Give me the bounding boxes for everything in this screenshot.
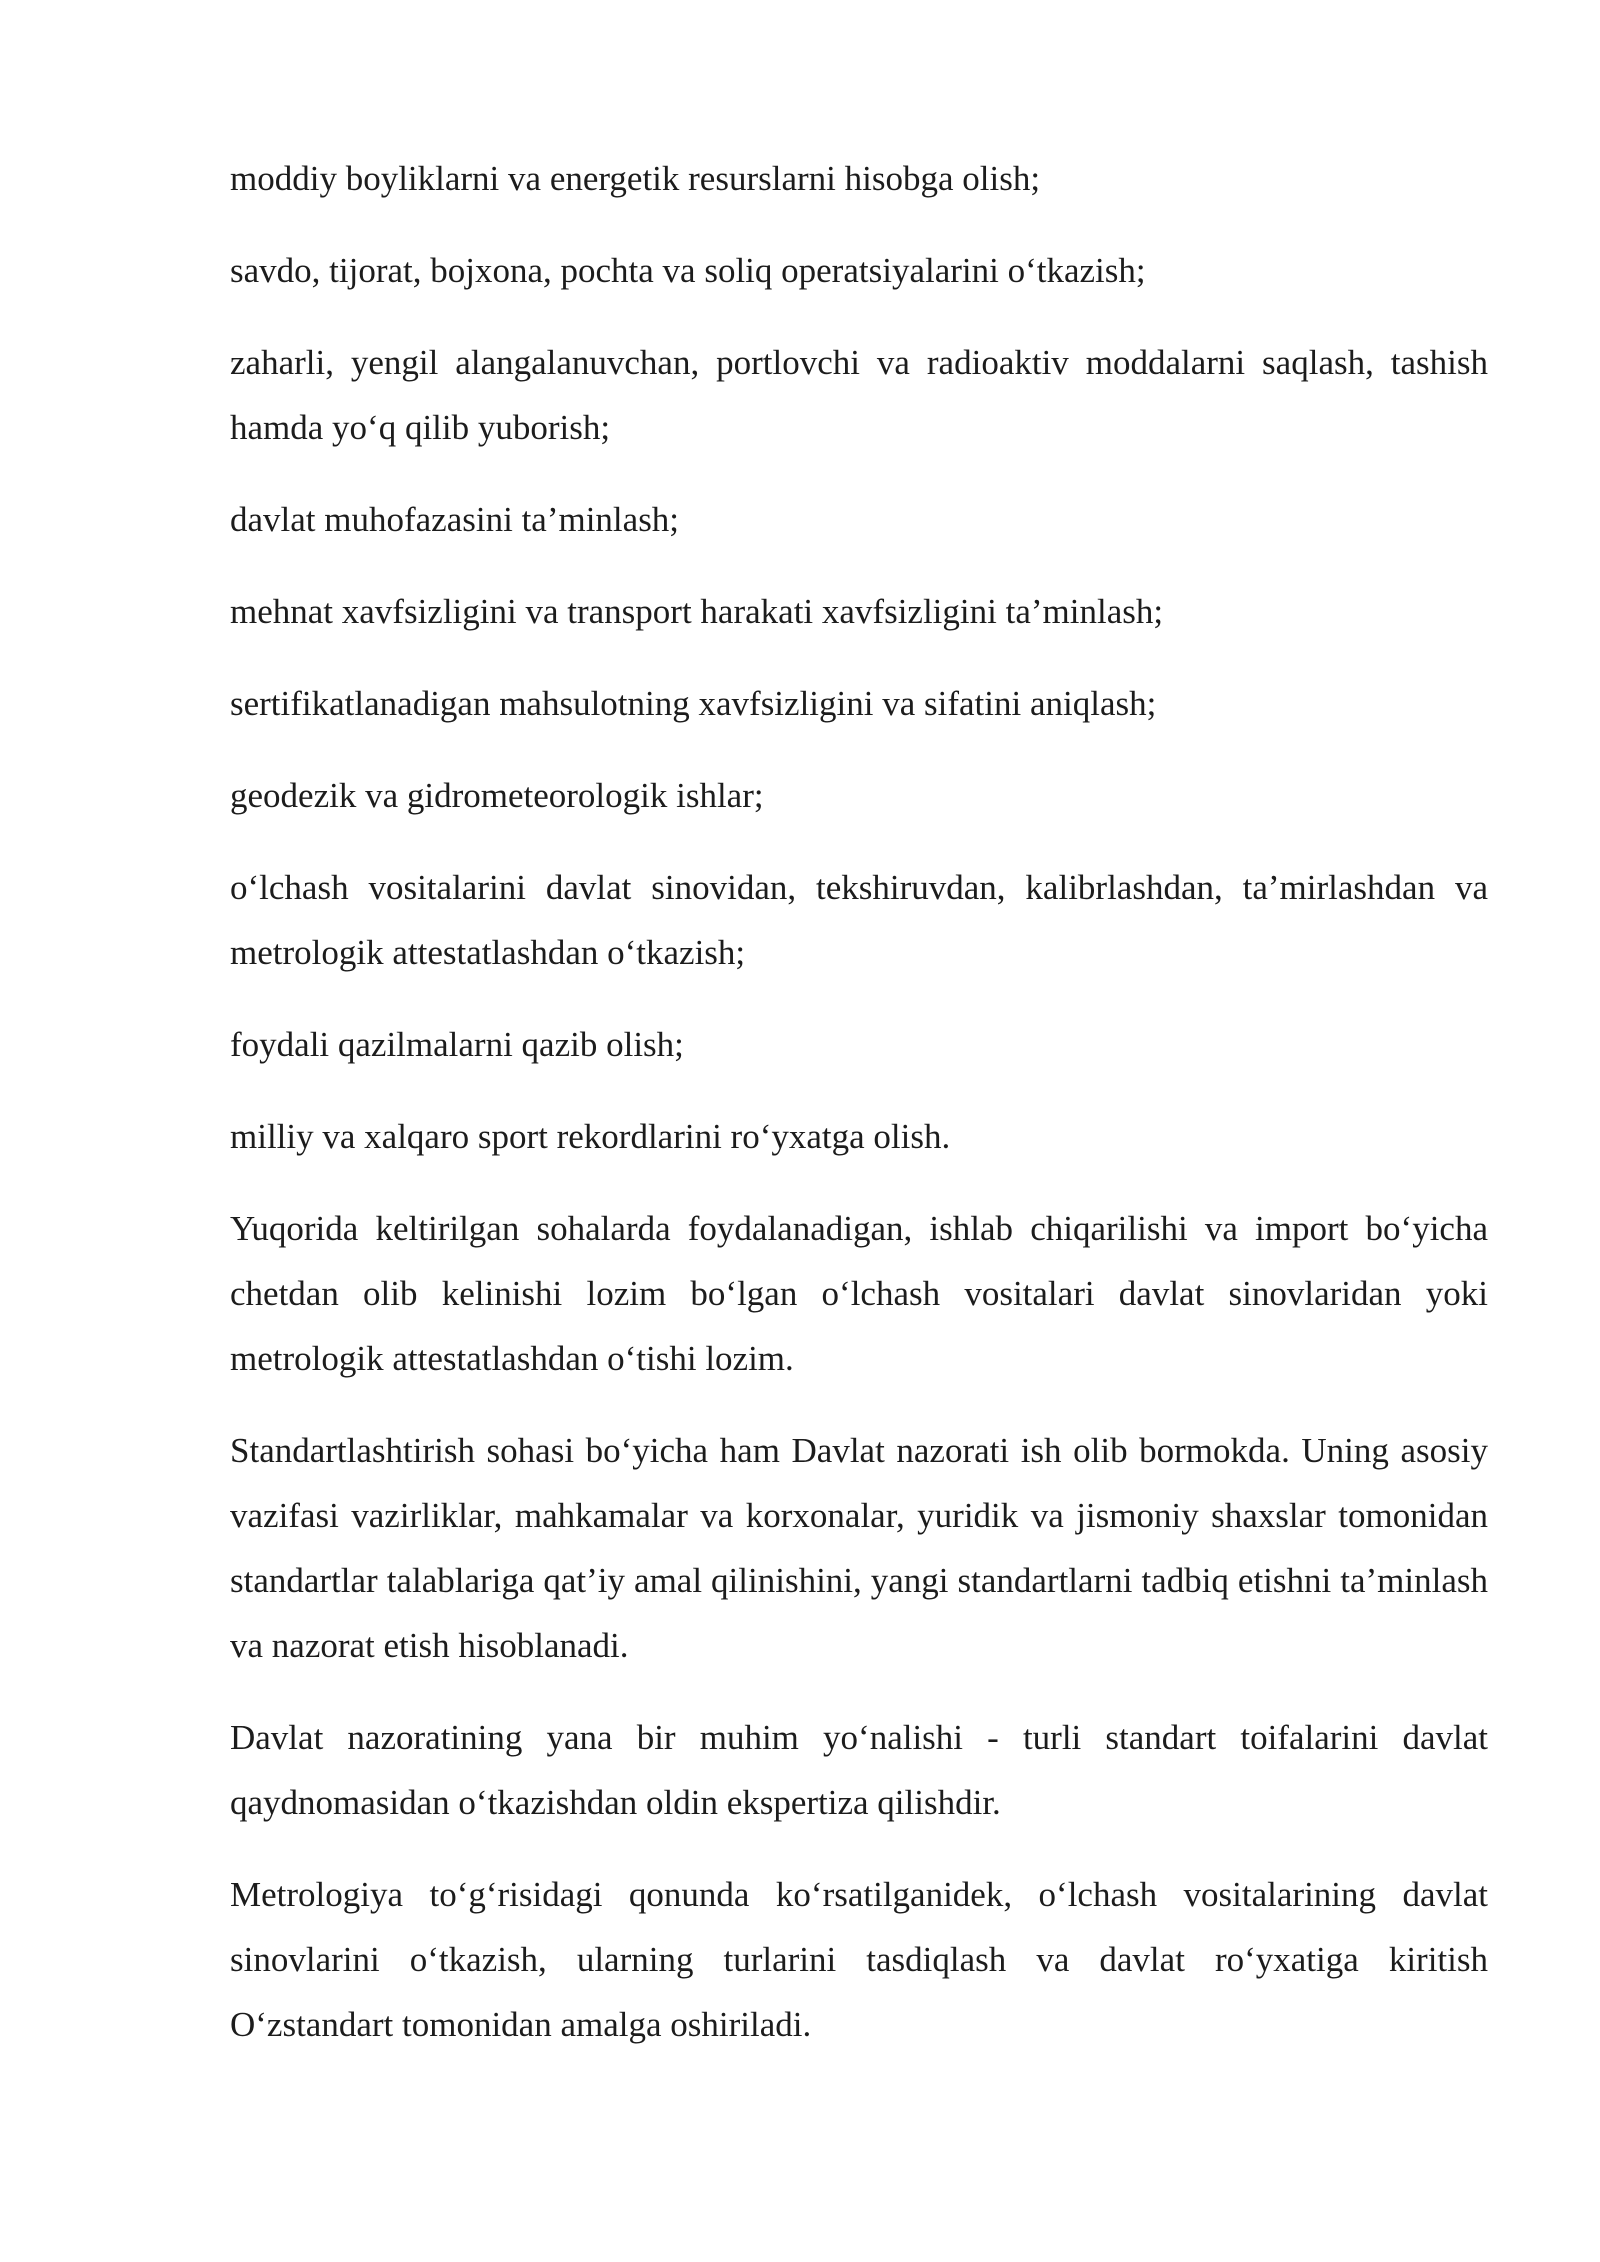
list-item: moddiy boyliklarni va energetik resurslarni hisobga olish; xyxy=(230,159,1041,198)
list-item: geodezik va gidrometeorologik ishlar; xyxy=(230,776,764,815)
list-item: savdo, tijorat, bojxona, pochta va soliq operatsiyalarini o‘tkazish; xyxy=(230,251,1146,290)
list-item: milliy va xalqaro sport rekordlarini ro‘yxatga olish. xyxy=(230,1117,951,1156)
list-item: sertifikatlanadigan mahsulotning xavfsizligini va sifatini aniqlash; xyxy=(230,684,1157,723)
body-paragraph: Metrologiya to‘g‘risidagi qonunda ko‘rsatilganidek, o‘lchash vositalarining davlat sinovlarini o‘tkazish, ularning turlarini tasdiqlash va davlat ro‘yxatiga kiritish O‘zstandart tomonidan amalga oshiriladi. xyxy=(230,1875,1488,2044)
body-paragraph: Davlat nazoratining yana bir muhim yo‘nalishi - turli standart toifalarini davlat qaydnomasidan o‘tkazishdan oldin ekspertiza qilishdir. xyxy=(230,1718,1488,1822)
document-page xyxy=(230,146,1488,2084)
list-item: davlat muhofazasini ta’minlash; xyxy=(230,500,680,539)
list-item: foydali qazilmalarni qazib olish; xyxy=(230,1025,684,1064)
list-item: zaharli, yengil alangalanuvchan, portlovchi va radioaktiv moddalarni saqlash, tashish hamda yo‘q qilib yuborish; xyxy=(230,343,1488,447)
body-paragraph: Standartlashtirish sohasi bo‘yicha ham Davlat nazorati ish olib bormokda. Uning asosiy vazifasi vazirliklar, mahkamalar va korxonalar, yuridik va jismoniy shaxslar tomonidan standartlar talablariga qat’iy amal qilinishini, yangi standartlarni tadbiq etishni ta’minlash va nazorat etish hisoblanadi. xyxy=(230,1431,1488,1665)
list-item: mehnat xavfsizligini va transport harakati xavfsizligini ta’minlash; xyxy=(230,592,1164,631)
body-paragraph: Yuqorida keltirilgan sohalarda foydalanadigan, ishlab chiqarilishi va import bo‘yicha chetdan olib kelinishi lozim bo‘lgan o‘lchash vositalari davlat sinovlaridan yoki metrologik attestatlashdan o‘tishi lozim. xyxy=(230,1209,1488,1378)
list-item: o‘lchash vositalarini davlat sinovidan, tekshiruvdan, kalibrlashdan, ta’mirlashdan va metrologik attestatlashdan o‘tkazish; xyxy=(230,868,1488,972)
